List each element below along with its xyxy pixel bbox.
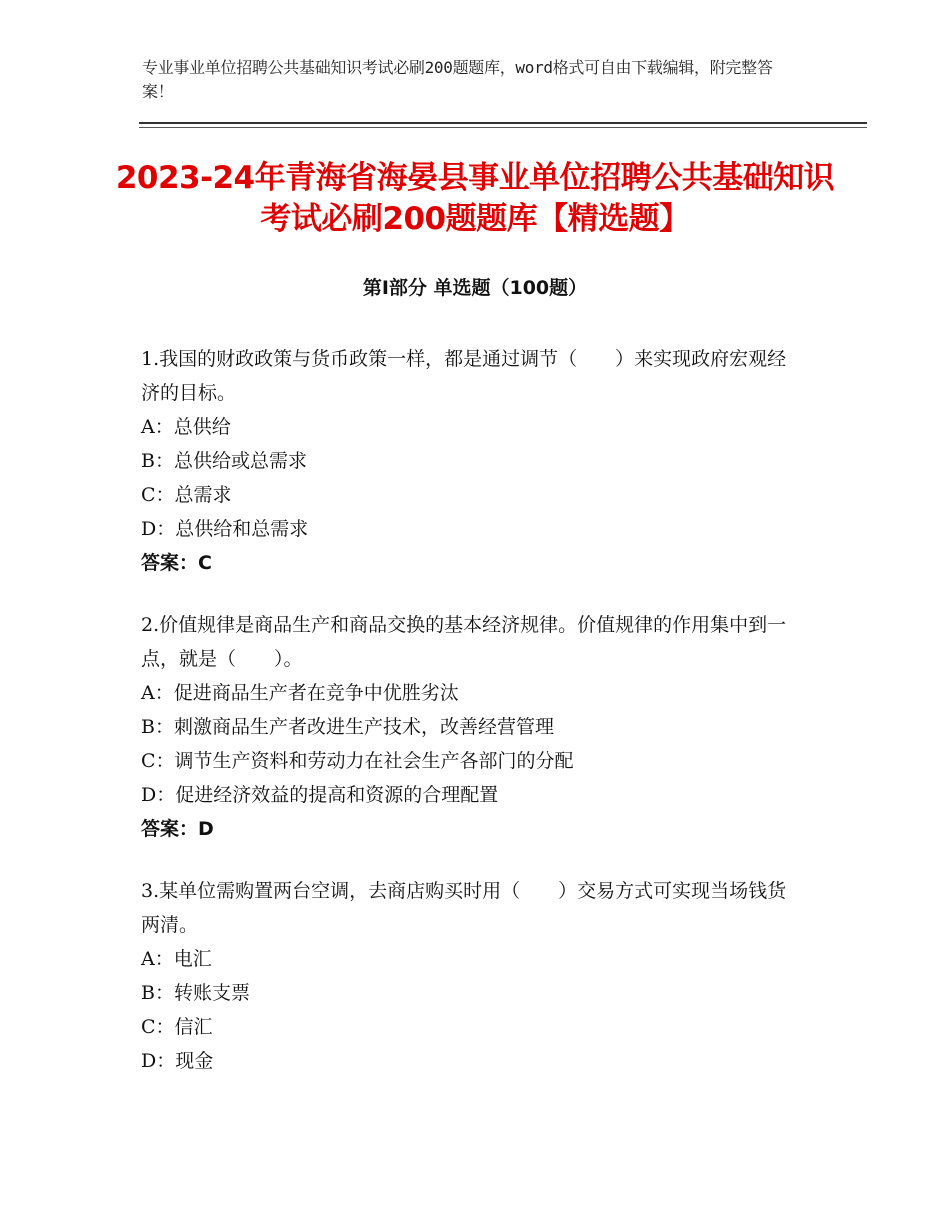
header-note: 专业事业单位招聘公共基础知识考试必刷200题题库，word格式可自由下载编辑，附完整答案！ [142, 58, 773, 101]
option-b: B：总供给或总需求 [141, 450, 307, 472]
option-a: A：电汇 [141, 948, 212, 970]
option-c: C：调节生产资料和劳动力在社会生产各部门的分配 [141, 750, 574, 772]
header-divider-thick [139, 122, 867, 124]
option-c: C：总需求 [141, 484, 232, 506]
header-divider-thin [139, 127, 867, 128]
question-stem: 1.我国的财政政策与货币政策一样，都是通过调节（ ）来实现政府宏观经济的目标。 [141, 348, 787, 404]
option-a: A：促进商品生产者在竞争中优胜劣汰 [141, 682, 459, 704]
section-title: 第I部分 单选题（100题） [362, 277, 588, 299]
option-c: C：信汇 [141, 1016, 213, 1038]
document-title: 2023-24年青海省海晏县事业单位招聘公共基础知识考试必刷200题题库【精选题】 [115, 160, 835, 237]
option-b: B：刺激商品生产者改进生产技术，改善经营管理 [141, 716, 554, 738]
question-list [141, 342, 801, 1106]
option-d: D：促进经济效益的提高和资源的合理配置 [141, 784, 499, 806]
option-b: B：转账支票 [141, 982, 250, 1004]
question-2 [141, 608, 801, 846]
answer: 答案：D [141, 818, 214, 840]
option-d: D：现金 [141, 1050, 214, 1072]
question-stem: 3.某单位需购置两台空调，去商店购买时用（ ）交易方式可实现当场钱货两清。 [141, 880, 787, 936]
question-3 [141, 874, 801, 1078]
answer: 答案：C [141, 552, 212, 574]
option-d: D：总供给和总需求 [141, 518, 309, 540]
question-stem: 2.价值规律是商品生产和商品交换的基本经济规律。价值规律的作用集中到一点，就是（ ）。 [141, 614, 787, 670]
question-1 [141, 342, 801, 580]
option-a: A：总供给 [141, 416, 231, 438]
